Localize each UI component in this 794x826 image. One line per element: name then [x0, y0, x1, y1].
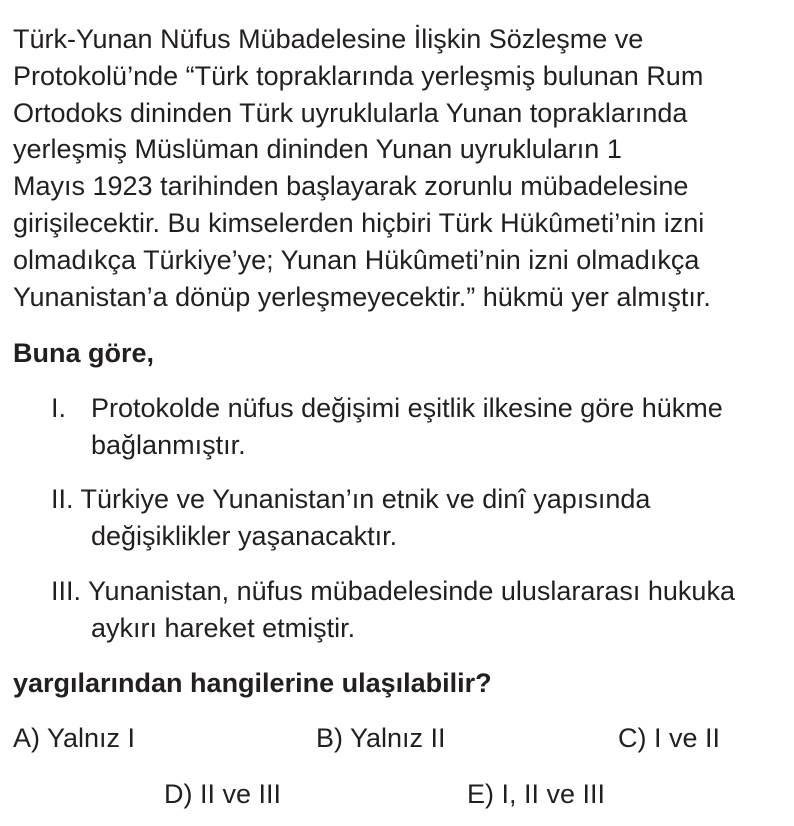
choice-d[interactable]: D) II ve III	[164, 779, 282, 809]
question-stem: Buna göre,	[13, 338, 155, 368]
statement-numeral: III.	[51, 576, 82, 606]
statement-text-first: Yunanistan, nüfus mübadelesinde uluslararası hukuka	[88, 576, 735, 606]
passage-line: Protokolü’nde “Türk topraklarında yerleşmiş bulunan Rum	[13, 60, 704, 91]
statement-text: değişiklikler yaşanacaktır.	[91, 521, 398, 551]
passage-line: olmadıkça Türkiye’ye; Yunan Hükûmeti’nin izni olmadıkça	[13, 244, 700, 275]
statement-i	[51, 390, 723, 464]
statement-ii	[51, 481, 650, 555]
statement-text: Protokolde nüfus değişimi eşitlik ilkesine göre hükme	[91, 393, 723, 423]
passage-line: Yunanistan’a dönüp yerleşmeyecektir.” hükmü yer almıştır.	[13, 281, 711, 312]
passage-line: yerleşmiş Müslüman dininden Yunan uyrukluların 1	[13, 134, 622, 165]
statement-text: aykırı hareket etmiştir.	[91, 613, 356, 643]
choice-a[interactable]: A) Yalnız I	[13, 723, 136, 753]
passage	[13, 21, 783, 315]
choice-b[interactable]: B) Yalnız II	[316, 723, 446, 753]
statement-text: bağlanmıştır.	[91, 430, 246, 460]
statement-text	[51, 481, 650, 518]
statement-iii	[51, 573, 735, 647]
statement-numeral: I.	[51, 393, 67, 423]
passage-line: Ortodoks dininden Türk uyruklularla Yunan topraklarında	[13, 97, 688, 128]
passage-line: girişilecektir. Bu kimselerden hiçbiri Türk Hükûmeti’nin izni	[13, 207, 705, 238]
choice-c[interactable]: C) I ve II	[618, 723, 721, 753]
choice-e[interactable]: E) I, II ve III	[467, 779, 606, 809]
statement-numeral: II.	[51, 484, 74, 514]
passage-line: Mayıs 1923 tarihinden başlayarak zorunlu mübadelesine	[13, 171, 689, 202]
question-prompt: yargılarından hangilerine ulaşılabilir?	[13, 668, 492, 698]
passage-line: Türk-Yunan Nüfus Mübadelesine İlişkin Sözleşme ve	[13, 24, 644, 54]
statement-text-first: Türkiye ve Yunanistan’ın etnik ve dinî yapısında	[80, 484, 651, 514]
statement-text	[51, 573, 735, 610]
